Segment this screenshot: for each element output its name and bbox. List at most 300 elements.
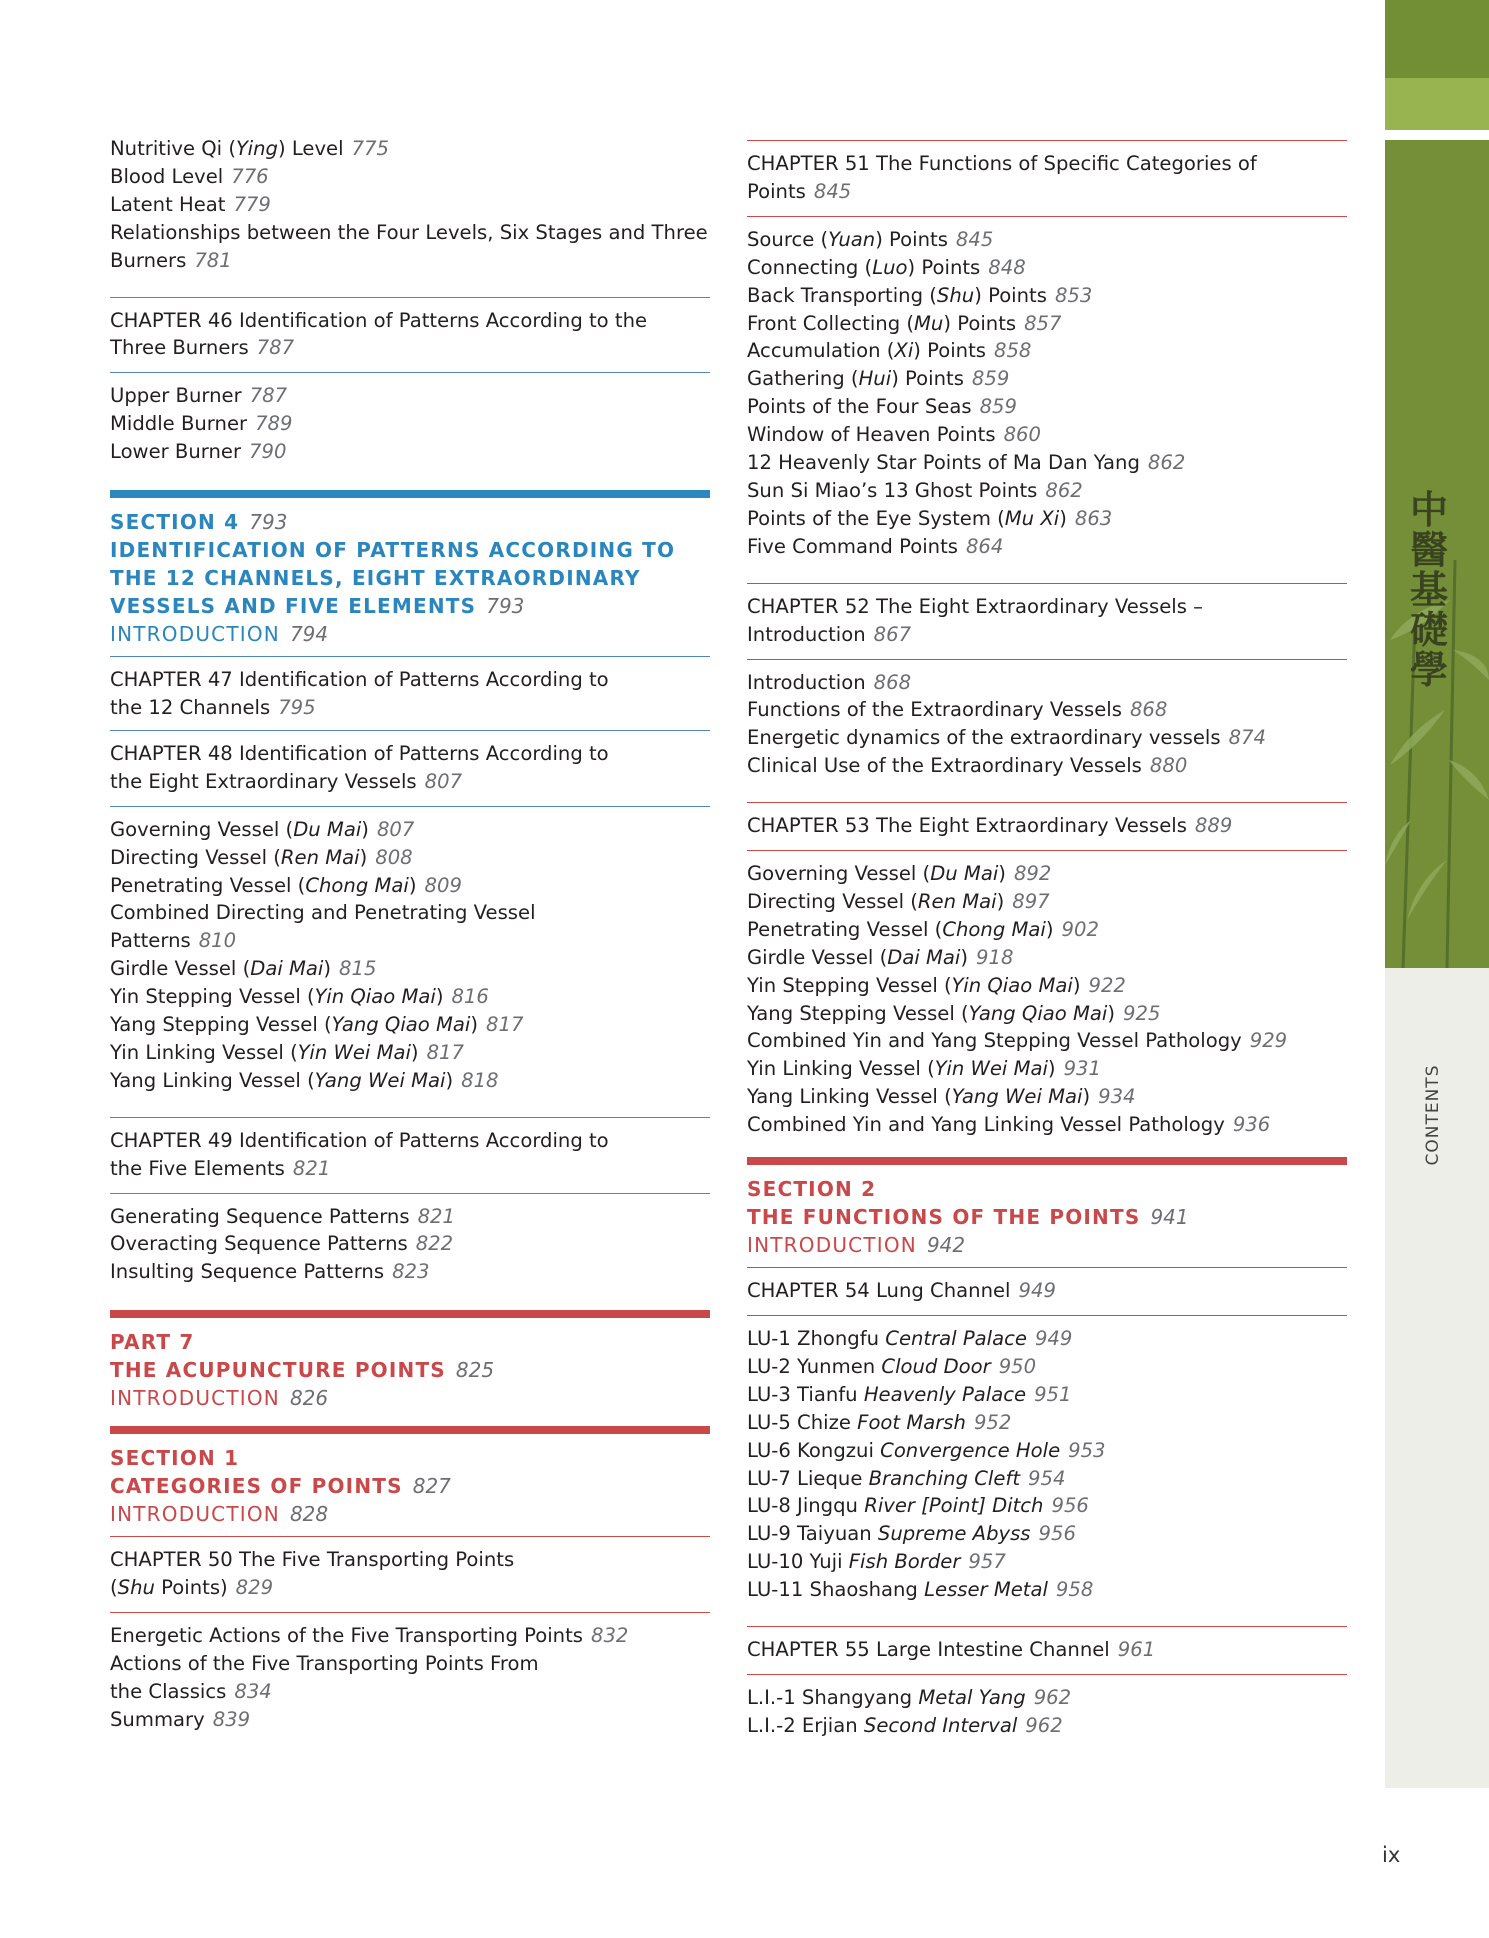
page-number: 862 bbox=[1147, 451, 1186, 475]
entry-text: 12 Heavenly Star Points of Ma Dan Yang bbox=[747, 451, 1140, 475]
toc-entry[interactable] bbox=[747, 860, 1347, 888]
toc-entry[interactable] bbox=[110, 247, 710, 275]
page-number: 918 bbox=[976, 945, 1014, 969]
divider bbox=[747, 802, 1347, 803]
entry-text: Back Transporting ( bbox=[747, 283, 937, 307]
entry-text: Relationships between the Four Levels, Six Stages and Three bbox=[110, 220, 708, 244]
chapter-title: CHAPTER 52 The Eight Extraordinary Vessels – bbox=[747, 594, 1203, 618]
page-number: 954 bbox=[1028, 1466, 1066, 1490]
page-number: 825 bbox=[455, 1358, 495, 1383]
entry-text: Combined Yin and Yang Linking Vessel Pathology bbox=[747, 1113, 1225, 1137]
entry-text: Overacting Sequence Patterns bbox=[110, 1232, 408, 1256]
toc-entry[interactable] bbox=[110, 135, 710, 163]
introduction-link: INTRODUCTION bbox=[110, 622, 280, 647]
page-number: 950 bbox=[998, 1354, 1037, 1378]
toc-entry[interactable] bbox=[110, 899, 710, 927]
chapter-title: CHAPTER 50 The Five Transporting Points bbox=[110, 1548, 515, 1572]
toc-entry[interactable] bbox=[747, 1325, 1347, 1353]
divider bbox=[747, 140, 1347, 141]
entry-text: Blood Level bbox=[110, 164, 224, 188]
entry-italic-text: Shu bbox=[936, 283, 975, 307]
toc-entry[interactable] bbox=[747, 1437, 1347, 1465]
page-number: 897 bbox=[1012, 889, 1050, 913]
toc-entry[interactable] bbox=[747, 1409, 1347, 1437]
page-number: 845 bbox=[813, 179, 852, 203]
page-number: 931 bbox=[1063, 1057, 1101, 1081]
entry-italic-text: Metal Yang bbox=[918, 1685, 1026, 1709]
divider bbox=[110, 806, 710, 807]
page-number: 952 bbox=[973, 1410, 1012, 1434]
entry-text: Yang Stepping Vessel ( bbox=[110, 1013, 332, 1037]
toc-entry[interactable] bbox=[110, 438, 710, 466]
left-column bbox=[110, 135, 710, 1734]
page-number: 793 bbox=[249, 510, 288, 535]
chapter-heading[interactable] bbox=[747, 1636, 1347, 1664]
page-number: 892 bbox=[1013, 862, 1052, 886]
page-number: 957 bbox=[968, 1550, 1006, 1574]
toc-entry[interactable] bbox=[110, 163, 710, 191]
entry-text: Yin Stepping Vessel ( bbox=[110, 985, 315, 1009]
chapter-title: CHAPTER 51 The Functions of Specific Categories of bbox=[747, 152, 1257, 175]
page-number: 829 bbox=[235, 1576, 274, 1600]
entry-text: Connecting ( bbox=[747, 255, 873, 279]
chapter-title: Shu bbox=[117, 1576, 155, 1600]
entry-italic-text: Second Interval bbox=[863, 1713, 1018, 1737]
chapter-title: CHAPTER 48 Identification of Patterns According to bbox=[110, 741, 609, 765]
entry-text: LU-9 Taiyuan bbox=[747, 1522, 878, 1546]
page-number: 794 bbox=[289, 622, 329, 647]
toc-entry[interactable] bbox=[110, 1650, 710, 1678]
page-number: 936 bbox=[1232, 1113, 1271, 1137]
toc-entry[interactable] bbox=[747, 505, 1347, 533]
page-number: 808 bbox=[375, 845, 413, 869]
page-number: 827 bbox=[412, 1474, 451, 1499]
entry-text: Yin Stepping Vessel ( bbox=[747, 973, 952, 997]
entry-text: Gathering ( bbox=[747, 367, 859, 391]
divider bbox=[110, 656, 710, 657]
sidebar-top-band bbox=[1385, 0, 1489, 78]
chapter-title: the Eight Extraordinary Vessels bbox=[110, 769, 417, 793]
entry-text: the Classics bbox=[110, 1679, 227, 1703]
chapter-title: CHAPTER 54 Lung Channel bbox=[747, 1279, 1011, 1303]
page-number: 822 bbox=[415, 1232, 454, 1256]
entry-text: Energetic dynamics of the extraordinary vessels bbox=[747, 726, 1221, 750]
chapter-heading[interactable] bbox=[110, 1127, 710, 1183]
entry-text: Source ( bbox=[747, 227, 829, 251]
entry-text: Clinical Use of the Extraordinary Vessels bbox=[747, 754, 1142, 778]
toc-entry[interactable] bbox=[747, 752, 1347, 780]
entry-italic-text: Xi bbox=[894, 339, 914, 363]
divider bbox=[747, 216, 1347, 217]
page-number: 874 bbox=[1228, 726, 1266, 750]
toc-list bbox=[110, 135, 710, 275]
toc-entry[interactable] bbox=[747, 1465, 1347, 1493]
page-number: 880 bbox=[1149, 754, 1188, 778]
entry-text: ) bbox=[1059, 506, 1067, 530]
entry-text: ) Level bbox=[277, 137, 344, 160]
toc-entry[interactable] bbox=[747, 669, 1347, 697]
entry-text: Latent Heat bbox=[110, 192, 226, 216]
toc-entry[interactable] bbox=[110, 1678, 710, 1706]
entry-text: Lower Burner bbox=[110, 440, 242, 464]
page-number: 867 bbox=[873, 622, 912, 646]
page-number: 922 bbox=[1088, 973, 1126, 997]
entry-text: ) Points bbox=[913, 339, 986, 363]
page-number-footer: ix bbox=[1382, 1843, 1401, 1867]
part-heading[interactable] bbox=[110, 1328, 710, 1412]
page-number: 810 bbox=[198, 929, 237, 953]
entry-italic-text: Lesser Metal bbox=[924, 1578, 1048, 1602]
entry-text: Window of Heaven Points bbox=[747, 423, 996, 447]
toc-entry[interactable] bbox=[747, 477, 1347, 505]
chapter-title: Points bbox=[747, 179, 806, 203]
toc-entry[interactable] bbox=[747, 226, 1347, 254]
divider bbox=[747, 1674, 1347, 1675]
entry-text: ) bbox=[1047, 1057, 1056, 1081]
page-number: 795 bbox=[278, 695, 316, 719]
sidebar-light-band bbox=[1385, 78, 1489, 130]
entry-text: ) bbox=[998, 862, 1006, 886]
toc-entry[interactable] bbox=[747, 724, 1347, 752]
entry-text: LU-7 Lieque bbox=[747, 1466, 869, 1490]
toc-entry[interactable] bbox=[747, 1576, 1347, 1604]
entry-text: ) bbox=[996, 889, 1005, 913]
page-number: 787 bbox=[256, 336, 295, 360]
divider bbox=[747, 1267, 1347, 1268]
page-number: 826 bbox=[289, 1386, 329, 1411]
entry-text: ) bbox=[323, 957, 332, 981]
entry-text: Yang Linking Vessel ( bbox=[110, 1068, 315, 1092]
toc-entry[interactable] bbox=[747, 533, 1347, 561]
page-number: 929 bbox=[1249, 1029, 1288, 1053]
toc-entry[interactable] bbox=[747, 1353, 1347, 1381]
toc-entry[interactable] bbox=[747, 1712, 1347, 1740]
divider bbox=[110, 1193, 710, 1194]
toc-entry[interactable] bbox=[747, 282, 1347, 310]
entry-italic-text: Du Mai bbox=[930, 862, 999, 886]
entry-text: LU-1 Zhongfu bbox=[747, 1327, 886, 1350]
chapter-title: CHAPTER 53 The Eight Extraordinary Vessels bbox=[747, 814, 1187, 838]
entry-text: ) Points bbox=[875, 227, 948, 251]
divider bbox=[747, 850, 1347, 851]
entry-text: ) Points bbox=[974, 283, 1047, 307]
chapter-heading[interactable] bbox=[110, 307, 710, 363]
entry-text: ) bbox=[1082, 1085, 1091, 1109]
toc-entry[interactable] bbox=[747, 916, 1347, 944]
page-number: 807 bbox=[424, 769, 463, 793]
section-heading[interactable] bbox=[110, 1444, 710, 1528]
toc-entry[interactable] bbox=[110, 382, 710, 410]
entry-text: LU-10 Yuji bbox=[747, 1550, 849, 1574]
page-number: 828 bbox=[289, 1502, 329, 1527]
entry-italic-text: Yang Qiao Mai bbox=[331, 1013, 471, 1037]
part-label: PART 7 bbox=[110, 1330, 195, 1355]
entry-text: Accumulation ( bbox=[747, 339, 895, 363]
entry-italic-text: Branching Cleft bbox=[868, 1466, 1021, 1490]
entry-italic-text: Heavenly Palace bbox=[863, 1382, 1027, 1406]
entry-text: Directing Vessel ( bbox=[747, 889, 918, 913]
toc-entry[interactable] bbox=[110, 927, 710, 955]
entry-text: Energetic Actions of the Five Transporting Points bbox=[110, 1624, 583, 1648]
entry-text: Actions of the Five Transporting Points From bbox=[110, 1652, 539, 1675]
entry-italic-text: Foot Marsh bbox=[857, 1410, 966, 1434]
section-label: SECTION 4 bbox=[110, 510, 240, 535]
divider bbox=[747, 1315, 1347, 1316]
toc-entry[interactable] bbox=[747, 1492, 1347, 1520]
toc-entry[interactable] bbox=[110, 1203, 710, 1231]
page-number: 962 bbox=[1025, 1713, 1063, 1737]
page-number: 868 bbox=[1129, 698, 1168, 722]
toc-list bbox=[747, 1325, 1347, 1604]
toc-entry[interactable] bbox=[747, 310, 1347, 338]
page-number: 781 bbox=[194, 248, 232, 272]
page-number: 857 bbox=[1024, 311, 1062, 335]
entry-text: LU-11 Shaoshang bbox=[747, 1578, 925, 1602]
divider bbox=[110, 730, 710, 731]
section-heading[interactable] bbox=[747, 1175, 1347, 1259]
page-number: 889 bbox=[1194, 814, 1233, 838]
toc-entry[interactable] bbox=[110, 191, 710, 219]
divider bbox=[110, 1612, 710, 1613]
section-heading[interactable] bbox=[110, 508, 710, 648]
toc-entry[interactable] bbox=[110, 1067, 710, 1095]
page-number: 775 bbox=[351, 137, 389, 160]
page-number: 790 bbox=[249, 440, 287, 464]
toc-entry[interactable] bbox=[110, 1230, 710, 1258]
entry-italic-text: Central Palace bbox=[885, 1327, 1027, 1350]
entry-italic-text: Yuan bbox=[828, 227, 876, 251]
chapter-heading[interactable] bbox=[747, 812, 1347, 840]
entry-text: ) bbox=[1045, 917, 1054, 941]
entry-italic-text: Supreme Abyss bbox=[877, 1522, 1031, 1546]
toc-entry[interactable] bbox=[110, 1011, 710, 1039]
chapter-title: CHAPTER 49 Identification of Patterns According to bbox=[110, 1128, 609, 1152]
chapter-title: the 12 Channels bbox=[110, 695, 271, 719]
entry-text: ) bbox=[410, 1040, 419, 1064]
entry-text: ) bbox=[361, 817, 369, 841]
entry-italic-text: Du Mai bbox=[293, 817, 362, 841]
toc-entry[interactable] bbox=[110, 1622, 710, 1650]
toc-entry[interactable] bbox=[747, 972, 1347, 1000]
toc-entry[interactable] bbox=[747, 393, 1347, 421]
chapter-heading[interactable] bbox=[110, 740, 710, 796]
divider bbox=[747, 1626, 1347, 1627]
section-title: VESSELS AND FIVE ELEMENTS bbox=[110, 594, 477, 619]
part-bar bbox=[110, 1310, 710, 1318]
chapter-title: CHAPTER 47 Identification of Patterns According to bbox=[110, 668, 609, 692]
page-number: 925 bbox=[1123, 1001, 1161, 1025]
toc-entry[interactable] bbox=[747, 1381, 1347, 1409]
section-bar bbox=[747, 1157, 1347, 1165]
entry-text: Front Collecting ( bbox=[747, 311, 915, 335]
toc-entry[interactable] bbox=[110, 219, 710, 247]
toc-list bbox=[747, 1684, 1347, 1740]
page-number: 817 bbox=[426, 1040, 464, 1064]
toc-list bbox=[110, 1203, 710, 1287]
sidebar-contents-label: CONTENTS bbox=[1423, 1064, 1443, 1166]
toc-list bbox=[110, 1622, 710, 1734]
entry-italic-text: Mu Xi bbox=[1004, 506, 1060, 530]
toc-entry[interactable] bbox=[747, 1520, 1347, 1548]
page-number: 853 bbox=[1054, 283, 1093, 307]
toc-entry[interactable] bbox=[747, 421, 1347, 449]
page-number: 839 bbox=[212, 1707, 251, 1731]
entry-italic-text: Ren Mai bbox=[917, 889, 997, 913]
entry-italic-text: Hui bbox=[858, 367, 892, 391]
chapter-title: Points) bbox=[154, 1576, 228, 1600]
entry-text: LU-2 Yunmen bbox=[747, 1354, 882, 1378]
divider bbox=[110, 297, 710, 298]
divider bbox=[747, 659, 1347, 660]
page-number: 823 bbox=[392, 1260, 430, 1284]
page-number: 809 bbox=[424, 873, 462, 897]
entry-text: ) bbox=[435, 985, 444, 1009]
chapter-heading[interactable] bbox=[110, 1546, 710, 1602]
divider bbox=[110, 372, 710, 373]
toc-entry[interactable] bbox=[747, 1684, 1347, 1712]
page-number: 845 bbox=[955, 227, 994, 251]
section-label: SECTION 2 bbox=[747, 1177, 877, 1202]
introduction-link: INTRODUCTION bbox=[747, 1233, 917, 1258]
page-number: 962 bbox=[1033, 1685, 1072, 1709]
chapter-heading[interactable] bbox=[110, 666, 710, 722]
entry-text: Introduction bbox=[747, 670, 866, 694]
entry-italic-text: Luo bbox=[872, 255, 908, 279]
toc-entry[interactable] bbox=[747, 365, 1347, 393]
entry-text: Governing Vessel ( bbox=[110, 817, 294, 841]
page-number: 817 bbox=[486, 1013, 524, 1037]
section-bar bbox=[110, 1426, 710, 1434]
toc-entry[interactable] bbox=[747, 888, 1347, 916]
toc-entry[interactable] bbox=[747, 1000, 1347, 1028]
entry-text: Combined Yin and Yang Stepping Vessel Pathology bbox=[747, 1029, 1242, 1053]
entry-italic-text: Yin Qiao Mai bbox=[951, 973, 1073, 997]
entry-text: Middle Burner bbox=[110, 412, 248, 436]
page-number: 821 bbox=[292, 1156, 331, 1180]
page-number: 860 bbox=[1003, 423, 1041, 447]
page-number: 793 bbox=[486, 594, 525, 619]
page-number: 864 bbox=[965, 534, 1004, 558]
page-number: 956 bbox=[1051, 1494, 1089, 1518]
toc-entry[interactable] bbox=[747, 1027, 1347, 1055]
chapter-title: CHAPTER 55 Large Intestine Channel bbox=[747, 1638, 1110, 1662]
chapter-title: the Five Elements bbox=[110, 1156, 285, 1180]
entry-text: ) bbox=[470, 1013, 479, 1037]
toc-entry[interactable] bbox=[747, 1111, 1347, 1139]
toc-entry[interactable] bbox=[110, 983, 710, 1011]
entry-text: LU-8 Jingqu bbox=[747, 1494, 865, 1518]
right-column bbox=[747, 5, 1347, 1740]
sidebar-chinese-title: 中 醫 基 礎 學 bbox=[1409, 487, 1448, 692]
entry-text: ) Points bbox=[907, 255, 981, 279]
toc-list bbox=[747, 860, 1347, 1139]
entry-text: Points of the Four Seas bbox=[747, 395, 972, 419]
chapter-title: CHAPTER 46 Identification of Patterns According to the bbox=[110, 308, 648, 332]
entry-italic-text: Yang Wei Mai bbox=[951, 1085, 1083, 1109]
toc-entry[interactable] bbox=[110, 1706, 710, 1734]
part-title: THE ACUPUNCTURE POINTS bbox=[110, 1358, 446, 1383]
entry-text: Summary bbox=[110, 1707, 205, 1731]
chapter-heading[interactable] bbox=[747, 593, 1347, 649]
entry-text: Points of the Eye System ( bbox=[747, 506, 1005, 530]
entry-text: Yang Linking Vessel ( bbox=[747, 1085, 952, 1109]
toc-entry[interactable] bbox=[110, 1258, 710, 1286]
entry-italic-text: Ren Mai bbox=[280, 845, 360, 869]
toc-list bbox=[110, 816, 710, 1095]
entry-italic-text: Convergence Hole bbox=[880, 1438, 1061, 1462]
toc-entry[interactable] bbox=[110, 1039, 710, 1067]
entry-italic-text: Dai Mai bbox=[887, 945, 961, 969]
entry-text: Penetrating Vessel ( bbox=[110, 873, 306, 897]
page-number: 848 bbox=[988, 255, 1026, 279]
section-label: SECTION 1 bbox=[110, 1446, 240, 1471]
entry-text: Yin Linking Vessel ( bbox=[747, 1057, 935, 1081]
toc-entry[interactable] bbox=[110, 410, 710, 438]
page-number: 815 bbox=[339, 957, 377, 981]
toc-entry[interactable] bbox=[110, 872, 710, 900]
page-number: 859 bbox=[971, 367, 1010, 391]
entry-italic-text: Yin Wei Mai bbox=[297, 1040, 411, 1064]
toc-entry[interactable] bbox=[747, 944, 1347, 972]
entry-text: Penetrating Vessel ( bbox=[747, 917, 943, 941]
page-number: 776 bbox=[231, 164, 269, 188]
entry-text: Girdle Vessel ( bbox=[747, 945, 888, 969]
toc-entry[interactable] bbox=[110, 844, 710, 872]
entry-italic-text: Yin Qiao Mai bbox=[314, 985, 436, 1009]
toc-entry[interactable] bbox=[747, 337, 1347, 365]
toc-entry[interactable] bbox=[747, 254, 1347, 282]
page-number: 832 bbox=[590, 1624, 629, 1648]
entry-text: ) Points bbox=[891, 367, 964, 391]
entry-italic-text: Chong Mai bbox=[942, 917, 1046, 941]
entry-text: Five Command Points bbox=[747, 534, 958, 558]
entry-italic-text: Yang Wei Mai bbox=[314, 1068, 446, 1092]
entry-text: Yang Stepping Vessel ( bbox=[747, 1001, 969, 1025]
toc-list bbox=[747, 226, 1347, 561]
introduction-link: INTRODUCTION bbox=[110, 1386, 280, 1411]
chapter-heading[interactable] bbox=[747, 150, 1347, 206]
chapter-title: Three Burners bbox=[110, 336, 249, 360]
page-number: 807 bbox=[376, 817, 415, 841]
toc-entry[interactable] bbox=[747, 1083, 1347, 1111]
toc-entry[interactable] bbox=[747, 696, 1347, 724]
entry-text: ) bbox=[1107, 1001, 1116, 1025]
page-number: 934 bbox=[1098, 1085, 1136, 1109]
chapter-heading[interactable] bbox=[747, 1277, 1347, 1305]
chapter-title: ( bbox=[110, 1576, 118, 1600]
entry-text: Functions of the Extraordinary Vessels bbox=[747, 698, 1122, 722]
toc-entry[interactable] bbox=[747, 1548, 1347, 1576]
entry-italic-text: Fish Border bbox=[848, 1550, 961, 1574]
page-number: 961 bbox=[1117, 1638, 1156, 1662]
toc-entry[interactable] bbox=[110, 955, 710, 983]
entry-text: Governing Vessel ( bbox=[747, 862, 931, 886]
page-number: 863 bbox=[1074, 506, 1113, 530]
entry-text: Generating Sequence Patterns bbox=[110, 1204, 410, 1228]
entry-text: Directing Vessel ( bbox=[110, 845, 281, 869]
page-number: 951 bbox=[1034, 1382, 1072, 1406]
toc-entry[interactable] bbox=[110, 816, 710, 844]
toc-entry[interactable] bbox=[747, 1055, 1347, 1083]
page-number: 868 bbox=[873, 670, 912, 694]
entry-text: LU-6 Kongzui bbox=[747, 1438, 881, 1462]
page-number: 818 bbox=[461, 1068, 499, 1092]
entry-text: Nutritive Qi ( bbox=[110, 137, 237, 160]
page-number: 902 bbox=[1061, 917, 1099, 941]
page-number: 821 bbox=[417, 1204, 455, 1228]
entry-text: ) bbox=[408, 873, 417, 897]
toc-entry[interactable] bbox=[747, 449, 1347, 477]
